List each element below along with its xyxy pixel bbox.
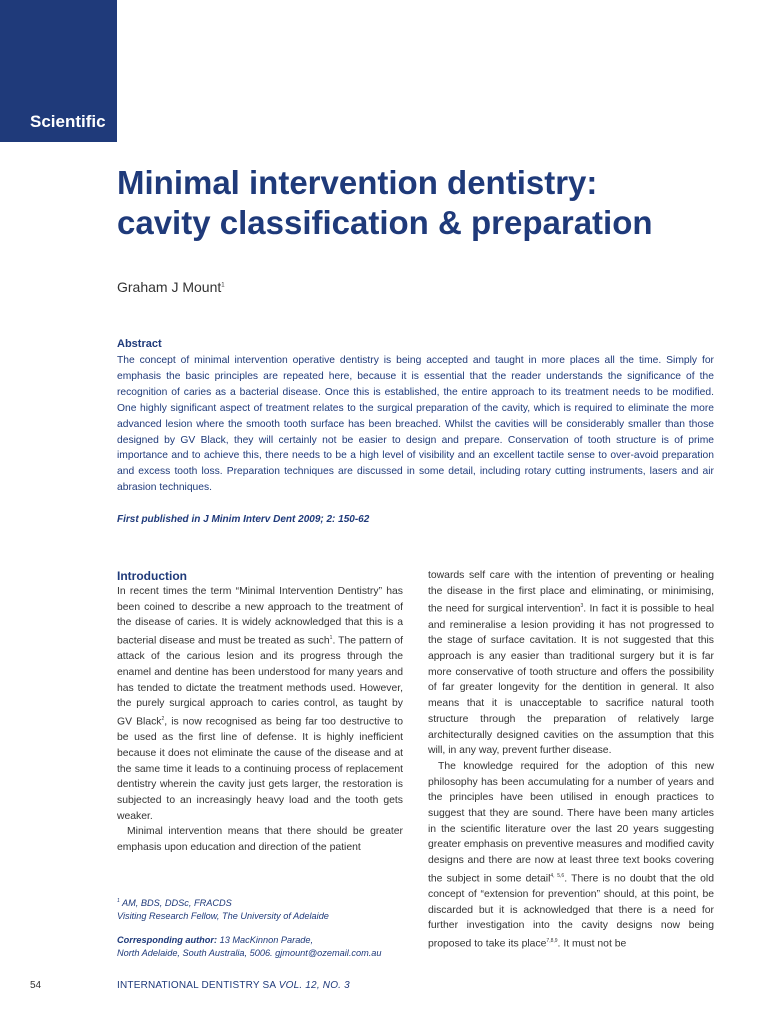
citation-ref: 1: [329, 635, 333, 642]
abstract-text: The concept of minimal intervention operative dentistry is being accepted and taught in more places all the time. Simply for emphasis the basic principles are repeated here, because it is essential that the reader understands the significance of the recognition of caries as a bacterial disease. Once this is established, the entire approach to its treatment needs to be modified. One highly significant aspect of treatment relates to the surgical preparation of the cavity, which is required to eliminate the more advanced lesion where the smooth tooth surface has been breached. Whilst the cavities will be considerably smaller than those designed by GV Black, they will certainly not be easier to design and prepare. Conservation of tooth structure is of prime importance and to achieve this, there needs to be a high level of visibility and an excellent tactile sense to over-avoid preparation and excess tooth loss. Preparation techniques are discussed in some detail, including rotary cutting instruments, lasers and air abrasion techniques.: [117, 355, 714, 494]
author-name: Graham J Mount: [117, 279, 222, 295]
intro-paragraph-3: [428, 568, 714, 759]
intro-paragraph-2: Minimal intervention means that there should be greater emphasis upon education and direction of the patient: [117, 826, 403, 854]
journal-volume: VOL. 12, NO. 3: [278, 980, 350, 991]
footnote-marker: 1: [117, 898, 120, 904]
footnote-position: Visiting Research Fellow, The University of Adelaide: [117, 910, 329, 921]
author: [117, 279, 225, 295]
section-label: Scientific: [30, 112, 106, 131]
article-title: [117, 163, 737, 243]
page-number: 54: [30, 980, 42, 991]
author-marker: 1: [221, 282, 225, 289]
title-line-2: cavity classification & preparation: [117, 204, 653, 241]
intro-paragraph-4: [428, 759, 714, 952]
corresponding-author: [117, 934, 407, 947]
text-run: towards self care with the intention of preventing or healing the disease in the first place and eliminating, or minimising, the need for surgical intervention: [428, 570, 714, 615]
corresponding-address-line-2: North Adelaide, South Australia, 5006. gjmount@ozemail.com.au: [117, 947, 382, 958]
citation-ref: 7,8,9: [546, 938, 558, 945]
footnote-credentials: [117, 895, 407, 910]
citation-ref: 2: [161, 716, 165, 723]
text-run: . The pattern of attack of the carious lesion and its progress through the enamel and dentine has been understood for many years and has tended to dictate the treatment methods used. However, the purely surgical approach to caries control, as taught by GV Black: [117, 635, 404, 728]
text-run: . It must not be: [557, 938, 627, 950]
journal-name: INTERNATIONAL DENTISTRY SA: [117, 980, 276, 991]
body-column-left: [117, 568, 403, 856]
introduction-heading: Introduction: [117, 569, 187, 583]
author-footnote: [117, 895, 407, 959]
citation-ref: 3: [580, 603, 584, 610]
abstract-heading: Abstract: [117, 338, 162, 350]
text-run: , is now recognised as being far too destructive to be used as the first line of defense. It is highly inefficient because it does not eliminate the cause of the disease and at the same time it leads to a continuing process of replacement dentistry wherein the cavity just gets larger, the restoration is subjected to an increasingly heavy load and the tooth gets weaker.: [117, 716, 403, 822]
first-published-note: First published in J Minim Interv Dent 2009; 2: 150-62: [117, 514, 370, 525]
citation-ref: 4, 5,6: [550, 872, 565, 879]
text-run: . In fact it is possible to heal and remineralise a lesion providing it has not progressed to the stage of surface cavitation. It is not suggested that this approach is any easier than traditional surgery but it is far more conservative of tooth structure and offers the possibility of far greater longevity for the dentition in general. It also means that it is unacceptable to sacrifice natural tooth structure through the preparation of relatively large architecturally designed cavities on the assumption that this will, in any way, prevent further disease.: [428, 603, 714, 757]
section-tab: [0, 0, 117, 142]
title-line-1: Minimal intervention dentistry:: [117, 164, 598, 201]
corresponding-label: Corresponding author:: [117, 935, 218, 946]
corresponding-address: 13 MacKinnon Parade,: [219, 935, 314, 946]
text-run: . There is no doubt that the old concept of “extension for prevention” should, at this point, be discarded but it is acknowledged that there is a need for further investigation into the cavity designs now being proposed to take its place: [428, 873, 714, 950]
intro-paragraph-1: [117, 584, 403, 824]
body-column-right: [428, 568, 714, 952]
text-run: The knowledge required for the adoption of this new philosophy has been accumulating for a number of years and the principles have been utilised in enough practices to suggest that they are sound. There have been many articles in the scientific literature over the last 20 years suggesting greater emphasis on preventive measures and modified cavity designs and there are now at least three text books covering the subject in some detail: [428, 760, 714, 885]
credentials: AM, BDS, DDSc, FRACDS: [122, 898, 232, 909]
abstract: [117, 338, 714, 496]
journal-footer: [117, 980, 350, 991]
text-run: In recent times the term “Minimal Intervention Dentistry” has been coined to describe a new approach to the treatment of the disease of caries. It is widely acknowledged that this is a bacterial disease and must be treated as such: [117, 586, 403, 647]
